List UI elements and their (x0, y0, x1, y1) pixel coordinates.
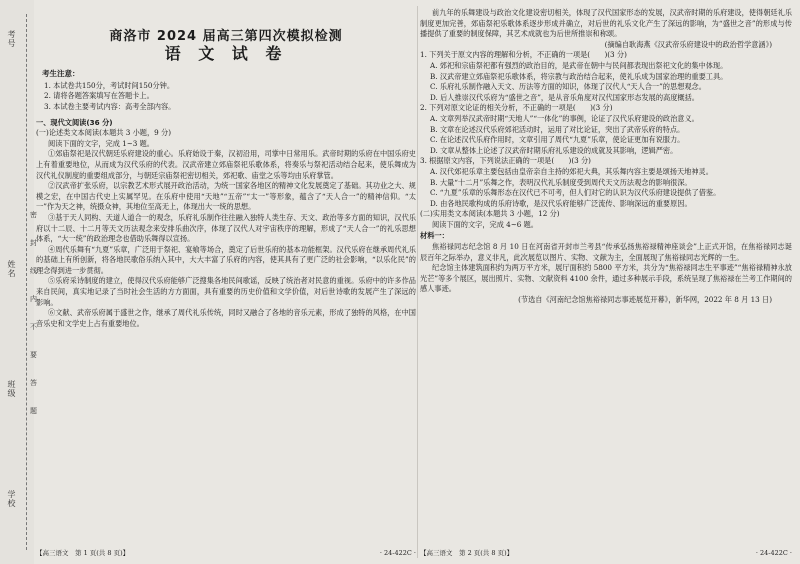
page-number: 【高三语文 第 1 页(共 8 页)】 (36, 549, 130, 557)
passage-paragraph: ①郊庙祭祀是汉代朝廷乐府建设的重心。乐府始设于秦，汉初沿用，司掌中日常用乐。武帝时期的乐府在中国乐府史上有着重要地位，从而成为汉代乐府的代表。汉武帝建立郊庙祭祀乐歌体系，将奏乐与祭祀活动结合起来，使乐舞成为汉代礼仪制度的重要组成部分，与朝廷宗庙祭祀密切相关，郊祀歌、庙堂之乐等均由乐府掌管。 (36, 149, 416, 180)
passage-continuation: 前九年的乐舞建设与政治文化建设密切相关，体现了汉代国家形态的发展，汉武帝时期的乐府建设，使得朝廷礼乐制度更加完善，郊庙祭祀乐歌体系逐步形成并确立，对后世的礼乐文化产生了深远的影响，为“盛世之音”的形成与传播提供了重要的制度保障，其艺术成就也为后世所推崇和称颂。 (420, 8, 792, 39)
question-2: 2. 下列对原文论证的相关分析，不正确的一项是( )(3 分) (420, 103, 613, 113)
passage-paragraph: ④周代乐舞有“九夏”乐章，广泛用于祭祀、宴飨等场合，奠定了后世乐府的基本功能框架。汉代乐府在继承周代礼乐的基础上有所创新，将各地民歌俗乐纳入其中，大大丰富了乐府的内容，使其具有了更广泛的社会影响，“以乐化民”的理念得到进一步贯彻。 (36, 244, 416, 275)
option: A. 文章列举汉武帝时期“天地人”“一体化”的事例，论证了汉代乐府建设的政治意义。 (430, 113, 699, 123)
option: C. “九夏”乐章的乐舞形态在汉代已不可考，但人们对它的认识为汉代乐府建设提供了借鉴。 (430, 188, 721, 198)
passage-paragraph: ⑥文献、武帝乐府属于盛世之作，继承了周代礼乐传统，同时又融合了各地的音乐元素，形成了独特的风格，在中国音乐史和文学史上占有重要地位。 (36, 308, 416, 328)
exam-title: 商洛市 2024 届高三第四次模拟检测 (109, 29, 343, 44)
option: A. 郊祀和宗庙祭祀都有强烈的政治目的，是武帝在朝中与民间都表现出祭祀文化的集中体现。 (430, 60, 728, 70)
seal-char: 封 (30, 239, 37, 247)
seal-char: 内 (30, 295, 37, 303)
right-footer (420, 548, 792, 558)
page-number: 【高三语文 第 2 页(共 8 页)】 (420, 549, 514, 557)
instruction: 阅读下面的文字，完成 4~6 题。 (432, 219, 538, 229)
note-item: 2. 请将各题答案填写在答题卡上。 (44, 91, 154, 101)
section-heading: 一、现代文阅读(36 分) (36, 117, 113, 127)
seal-line (26, 14, 27, 550)
exam-code: · 24-422C · (379, 549, 416, 557)
option: D. 文章从整体上论述了汉武帝时期乐府礼乐建设的成就及其影响，逻辑严密。 (430, 145, 678, 155)
page-divider (417, 6, 418, 558)
source-citation: (摘编自耿海燕《汉武帝乐府建设中的政治哲学意涵》) (604, 39, 772, 49)
option: B. 汉武帝建立郊庙祭祀乐歌体系，将宗教与政治结合起来，使礼乐成为国家治理的重要工具。 (430, 71, 728, 81)
seal-char: 密 (30, 211, 37, 219)
material-label: 材料一： (420, 231, 449, 241)
left-page (36, 0, 416, 564)
option: D. 后人推崇汉代乐府为“盛世之音”，是从音乐角度对汉代国家形态发展的高度概括。 (430, 92, 699, 102)
seal-char: 答 (30, 379, 37, 387)
exam-subtitle: 语 文 试 卷 (164, 43, 288, 63)
school-label: 学校 (7, 490, 16, 508)
note-item: 1. 本试卷共150分，考试时间150分钟。 (44, 80, 175, 90)
exam-no-label: 考号 (7, 30, 16, 48)
option: C. 在论述汉代乐府作用时，文章引用了周代“九夏”乐章，使论证更加有说服力。 (430, 135, 685, 145)
material-paragraph: 焦裕禄同志纪念馆 8 月 10 日在河南省开封市兰考县“传承弘扬焦裕禄精神座谈会”上正式开馆，在焦裕禄同志诞辰百年之际举办，意义非凡，此次展览以图片、实物、文献为主，全面展现了焦裕禄同志光辉的一生。 (420, 242, 792, 262)
passage-paragraph: ③基于天人同构、天道人道合一的观念，乐府礼乐制作往往融入独特人类生存、天文、政治等多方面的知识，汉代乐府以十二辰、十二月等天文历法观念来安排乐曲次序，体现了汉代人对宇宙秩序的理解，形成了“天人合一”的礼乐思想体系，“大一统”的政治理念也借助乐舞得以宣扬。 (36, 212, 416, 244)
question-1: 1. 下列关于原文内容的理解和分析，不正确的一项是( )(3 分) (420, 50, 627, 60)
option: B. 大量“十二月”乐舞之作，表明汉代礼乐制度受到周代天文历法观念的影响很深。 (430, 177, 692, 187)
question-3: 3. 根据原文内容，下列说法正确的一项是( )(3 分) (420, 156, 591, 166)
left-footer (36, 548, 416, 558)
instruction: 阅读下面的文字，完成 1~3 题。 (48, 138, 154, 148)
passage-paragraph: ②汉武帝扩张乐府，以宗教艺术形式展开政治活动，为统一国家各地区的精神文化发展奠定了基础。其功业之大、规模之宏，在中国古代史上实属罕见。在乐府中使用“天地”“五帝”“太一”等形象，蕴含了“天人合一”的精神信仰。“太一”作为天之神，统摄众神，其地位至高无上，体现出大一统的思想。 (36, 181, 416, 212)
option: A. 汉代郊祀乐章主要包括由皇帝亲自主持的郊祀大典，其乐舞内容主要是颂扬天地神灵。 (430, 166, 713, 176)
class-label: 班级 (7, 380, 16, 398)
binding-margin (0, 0, 37, 564)
name-label: 姓名 (7, 260, 16, 278)
notes-heading: 考生注意： (42, 69, 80, 79)
subsection-heading: (一)论述类文本阅读(本题共 3 小题，9 分) (36, 128, 172, 138)
seal-char: 不 (30, 323, 37, 331)
subsection-heading: (二)实用类文本阅读(本题共 3 小题，12 分) (420, 209, 560, 219)
option: C. 乐府礼乐制作融入天文、历法等方面的知识，体现了汉代人“天人合一”的思想观念。 (430, 82, 706, 92)
option: D. 由各地民歌构成的乐府诗歌，是汉代乐府能够广泛流传、影响深远的重要原因。 (430, 198, 692, 208)
seal-char: 要 (30, 351, 37, 359)
passage-paragraph: ⑤乐府采诗制度的建立，使得汉代乐府能够广泛搜集各地民间歌谣，反映了统治者对民意的重视。乐府中的许多作品来自民间，真实地记录了当时社会生活的方方面面，具有重要的历史价值和文学价值，对后世诗歌的发展产生了深远的影响。 (36, 276, 416, 307)
note-item: 3. 本试卷主要考试内容：高考全部内容。 (44, 101, 176, 111)
option: B. 文章在论述汉代乐府郊祀活动时，运用了对比论证，突出了武帝乐府的特点。 (430, 124, 685, 134)
right-page (420, 0, 792, 564)
material-paragraph: 纪念馆主体建筑面积约为两万平方米，展厅面积约 5800 平方米，共分为“焦裕禄同志生平事迹”“焦裕禄精神永放光芒”等多个展区，展出照片、实物、文献资料 4100 余件，通过多种展示手段，系统呈现了焦裕禄在兰考工作期间的感人事迹。 (420, 263, 792, 294)
seal-char: 题 (30, 407, 37, 415)
source-citation: (节选自《河南纪念馆焦裕禄同志事迹展览开幕》，新华网，2022 年 8 月 13 日) (518, 295, 772, 305)
exam-code: · 24-422C · (755, 549, 792, 557)
seal-char: 线 (30, 267, 37, 275)
